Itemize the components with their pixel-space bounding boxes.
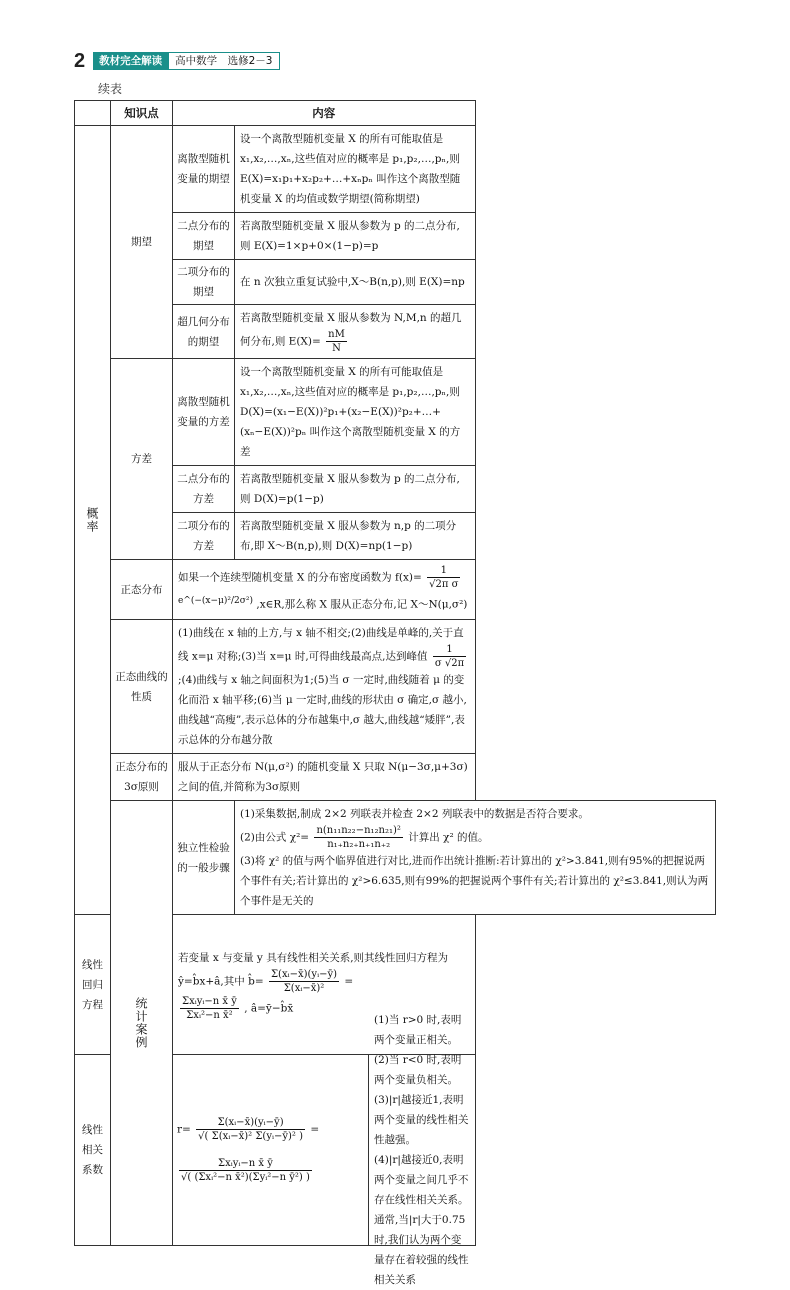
content-cell: 服从于正态分布 N(μ,σ²) 的随机变量 X 只取 N(μ−3σ,μ+3σ) 之间的值,并简称为3σ原则 <box>173 754 476 801</box>
content-cell: 如果一个连续型随机变量 X 的分布密度函数为 f(x)= $\frac{1}{\text{√2π σ}}$ e^(−(x−μ)²/2σ²) ,x∈R,那么称 X 服从正态分布,记 X～N(μ,σ²) <box>173 560 476 620</box>
kp-expectation: 期望 <box>111 126 173 359</box>
knowledge-table <box>74 100 716 1286</box>
continued-label: 续表 <box>98 82 123 96</box>
table-row <box>75 620 716 754</box>
sub-label: 二点分布的方差 <box>173 466 235 513</box>
content-cell: 若离散型随机变量 X 服从参数为 N,M,n 的超几何分布,则 E(X)= $\frac{nM}{N}$ <box>235 305 476 359</box>
content-cell: 若离散型随机变量 X 服从参数为 p 的二点分布,则 D(X)=p(1−p) <box>235 466 476 513</box>
kp-variance: 方差 <box>111 359 173 560</box>
content-cell <box>173 1014 476 1286</box>
sub-label: 离散型随机变量的方差 <box>173 359 235 466</box>
table-row <box>75 801 716 915</box>
kp-normal: 正态分布 <box>111 560 173 620</box>
table-row <box>75 754 716 801</box>
kp-regression: 线性回归方程 <box>75 915 111 1055</box>
col-knowledge: 知识点 <box>111 101 173 126</box>
col-content: 内容 <box>173 101 476 126</box>
sub-label: 离散型随机变量的期望 <box>173 126 235 213</box>
sub-label: 二项分布的方差 <box>173 513 235 560</box>
table-header-row <box>75 101 716 126</box>
content-cell: 若变量 x 与变量 y 具有线性相关关系,则其线性回归方程为 ŷ=b̂x+â,其中 b̂= $\frac{\text{Σ(xᵢ−x̄)(yᵢ−ȳ)}}{\text{Σ(xᵢ−x̄)²}}$ = $\frac{\text{Σxᵢyᵢ−n x̄ ȳ}}{\text{Σxᵢ²−n x̄²}}$ , â=ȳ−b̂x̄ <box>173 915 476 1055</box>
content-cell: 设一个离散型随机变量 X 的所有可能取值是 x₁,x₂,…,xₙ,这些值对应的概率是 p₁,p₂,…,pₙ,则 E(X)=x₁p₁+x₂p₂+…+xₙpₙ 叫作这个离散型随机变量 X 的均值或数学期望(简称期望) <box>235 126 476 213</box>
subject-badge: 高中数学 选修2－3 <box>168 52 279 70</box>
fraction: $\frac{nM}{N}$ <box>328 329 345 354</box>
sub-label: 二点分布的期望 <box>173 213 235 260</box>
fraction: $\frac{1}{\sigma √2\pi}$ <box>434 644 465 669</box>
category-statistics <box>111 801 173 1246</box>
category-label: 统计案例 <box>134 997 148 1049</box>
fraction: $\frac{\text{Σ(xᵢ−x̄)(yᵢ−ȳ)}}{\text{√( Σ(xᵢ−x̄)² Σ(yᵢ−ȳ)² )}}$ <box>198 1117 304 1142</box>
content-cell: 在 n 次独立重复试验中,X～B(n,p),则 E(X)=np <box>235 260 476 305</box>
fraction: $\frac{1}{\text{√2π σ}}$ <box>429 565 459 591</box>
content-cell: (1)曲线在 x 轴的上方,与 x 轴不相交;(2)曲线是单峰的,关于直线 x=μ 对称;(3)当 x=μ 时,可得曲线最高点,达到峰值 $\frac{1}{\sigma √2\pi}$ ;(4)曲线与 x 轴之间面积为1;(5)当 σ 一定时,曲线随着 μ 的变化而沿 x 轴平移;(6)当 μ 一定时,曲线的形状由 σ 确定,σ 越小,曲线越“高瘦”,表示总体的分布越集中,σ 越大,曲线越“矮胖”,表示总体的分布越分散 <box>173 620 476 754</box>
correlation-notes: (1)当 r>0 时,表明两个变量正相关。 (2)当 r<0 时,表明两个变量负相关。 (3)|r|越接近1,表明两个变量的线性相关性越强。 (4)|r|越接近0,表明两个变量之间几乎不存在线性相关关系。 通常,当|r|大于0.75时,我们认为两个变量存在着较强的线性相关关系 <box>374 1014 469 1286</box>
sub-label: 超几何分布的期望 <box>173 305 235 359</box>
page-number: 2 <box>74 50 86 72</box>
table-row <box>75 126 716 213</box>
correlation-formula: r= $\frac{\text{Σ(xᵢ−x̄)(yᵢ−ȳ)}}{\text{√( Σ(xᵢ−x̄)² Σ(yᵢ−ȳ)² )}}$ = $\frac{\text{Σxᵢyᵢ−n x̄ ȳ}}{\text{√( (Σxᵢ²−n x̄²)(Σyᵢ²−n ȳ²) )}}$ <box>173 1055 369 1245</box>
category-label: 概率 <box>85 507 99 533</box>
kp-three-sigma: 正态分布的3σ原则 <box>111 754 173 801</box>
table-row <box>75 359 716 466</box>
content-cell: (1)采集数据,制成 2×2 列联表并检查 2×2 列联表中的数据是否符合要求。 (2)由公式 χ²= $\frac{\text{n(n₁₁n₂₂−n₁₂n₂₁)²}}{\text{n₁₊n₂₊n₊₁n₊₂}}$ 计算出 χ² 的值。 (3)将 χ² 的值与两个临界值进行对比,进而作出统计推断:若计算出的 χ²>3.841,则有95%的把握说两个事件有关;若计算出的 χ²>6.635,则有99%的把握说两个事件有关;若计算出的 χ²≤3.841,则认为两个事件是无关的 <box>235 801 716 915</box>
content-cell: 若离散型随机变量 X 服从参数为 p 的二点分布,则 E(X)=1×p+0×(1−p)=p <box>235 213 476 260</box>
book-title-badge: 教材完全解读 <box>93 52 168 70</box>
category-probability <box>75 126 111 915</box>
kp-independence: 独立性检验的一般步骤 <box>173 801 235 915</box>
content-cell: 若离散型随机变量 X 服从参数为 n,p 的二项分布,即 X～B(n,p),则 D(X)=np(1−p) <box>235 513 476 560</box>
page-header <box>74 50 280 72</box>
table-row <box>75 560 716 620</box>
fraction: $\frac{\text{Σxᵢyᵢ−n x̄ ȳ}}{\text{Σxᵢ²−n x̄²}}$ <box>182 995 237 1021</box>
fraction: $\frac{\text{n(n₁₁n₂₂−n₁₂n₂₁)²}}{\text{n₁₊n₂₊n₊₁n₊₂}}$ <box>316 825 401 850</box>
fraction: $\frac{\text{Σ(xᵢ−x̄)(yᵢ−ȳ)}}{\text{Σ(xᵢ−x̄)²}}$ <box>270 968 338 994</box>
sub-label: 二项分布的期望 <box>173 260 235 305</box>
kp-correlation: 线性相关系数 <box>75 1055 111 1246</box>
kp-normal-curve: 正态曲线的性质 <box>111 620 173 754</box>
fraction: $\frac{\text{Σxᵢyᵢ−n x̄ ȳ}}{\text{√( (Σxᵢ²−n x̄²)(Σyᵢ²−n ȳ²) )}}$ <box>181 1158 310 1183</box>
content-cell: 设一个离散型随机变量 X 的所有可能取值是 x₁,x₂,…,xₙ,这些值对应的概率是 p₁,p₂,…,pₙ,则 D(X)=(x₁−E(X))²p₁+(x₂−E(X))²p₂+…+(xₙ−E(X))²pₙ 叫作这个离散型随机变量 X 的方差 <box>235 359 476 466</box>
